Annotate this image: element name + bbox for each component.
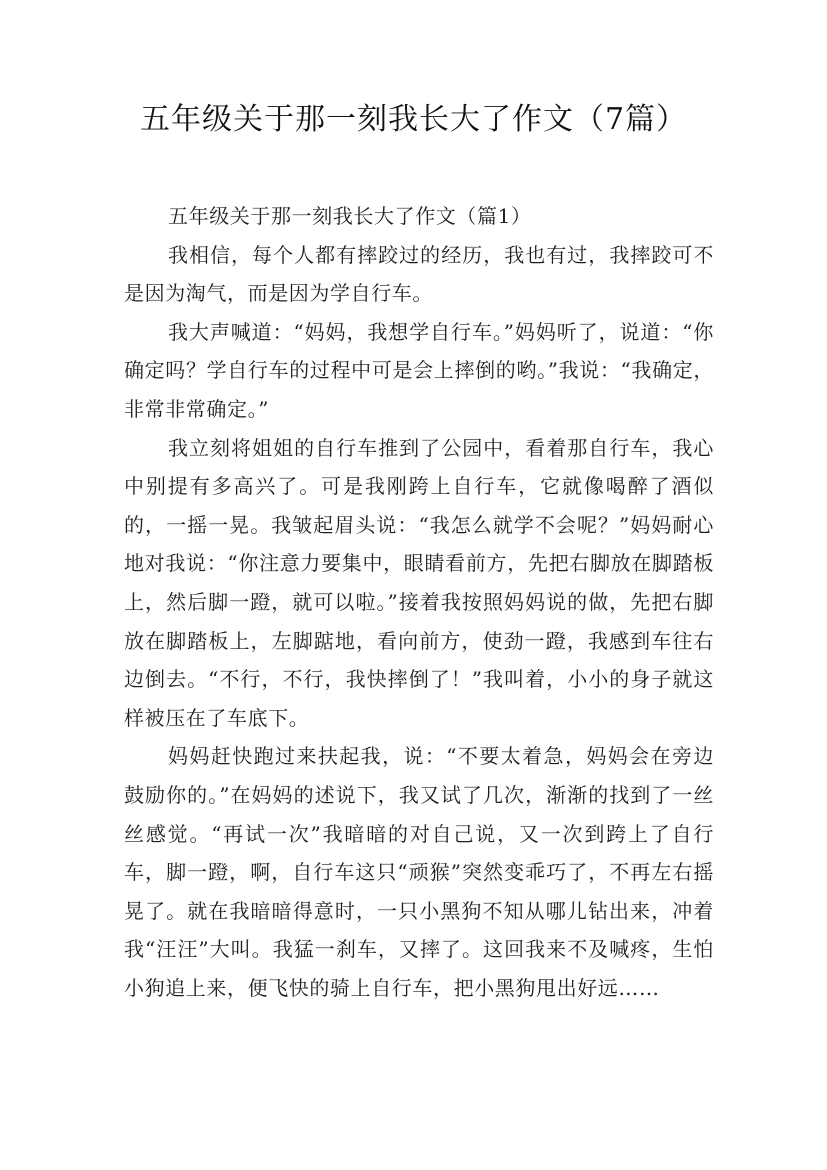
paragraph-1: 我相信，每个人都有摔跤过的经历，我也有过，我摔跤可不是因为淘气，而是因为学自行车。 — [124, 242, 714, 306]
paragraph-3: 我立刻将姐姐的自行车推到了公园中，看着那自行车，我心中别提有多高兴了。可是我刚跨上自行车，它就像喝醉了酒似的，一摇一晃。我皱起眉头说：“我怎么就学不会呢？”妈妈耐心地对我说：“你注意力要集中，眼睛看前方，先把右脚放在脚踏板上，然后脚一蹬，就可以啦。”接着我按照妈妈说的做，先把右脚放在脚踏板上，左脚踮地，看向前方，使劲一蹬，我感到车往右边倒去。“不行，不行，我快摔倒了！”我叫着，小小的身子就这样被压在了车底下。 — [124, 435, 714, 730]
paragraph-2: 我大声喊道：“妈妈，我想学自行车。”妈妈听了，说道：“你确定吗？学自行车的过程中可是会上摔倒的哟。”我说：“我确定，非常非常确定。” — [124, 319, 714, 421]
paragraph-4: 妈妈赶快跑过来扶起我，说：“不要太着急，妈妈会在旁边鼓励你的。”在妈妈的述说下，我又试了几次，渐渐的找到了一丝丝感觉。“再试一次”我暗暗的对自己说，又一次到跨上了自行车，脚一蹬，啊，自行车这只“顽猴”突然变乖巧了，不再左右摇晃了。就在我暗暗得意时，一只小黑狗不知从哪儿钻出来，冲着我“汪汪”大叫。我猛一刹车，又摔了。这回我来不及喊疼，生怕小狗追上来，便飞快的骑上自行车，把小黑狗甩出好远…… — [124, 744, 714, 1000]
section-heading: 五年级关于那一刻我长大了作文（篇1） — [168, 204, 532, 228]
document-title: 五年级关于那一刻我长大了作文（7篇） — [139, 102, 688, 137]
document-body — [124, 197, 714, 1007]
